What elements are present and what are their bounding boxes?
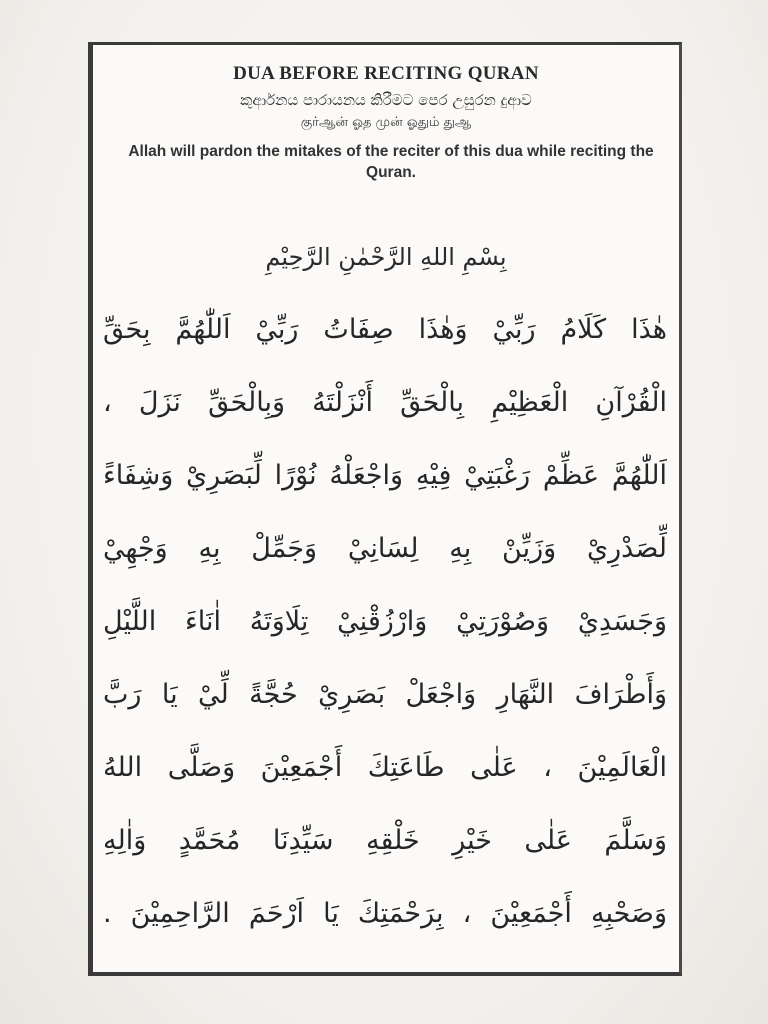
dua-line-7: الْعَالَمِيْنَ ، عَلٰى طَاعَتِكَ أَجْمَعِيْنَ وَصَلَّى اللهُ [103,752,667,783]
basmala: بِسْمِ اللهِ الرَّحْمٰنِ الرَّحِيْمِ [265,243,507,271]
page-title: DUA BEFORE RECITING QURAN [233,63,539,84]
dua-line-4: لِّصَدْرِيْ وَزَيِّنْ بِهِ لِسَانِيْ وَجَمِّلْ بِهِ وَجْهِيْ [103,533,667,564]
dua-text [103,293,667,950]
dua-line-8: وَسَلَّمَ عَلٰى خَيْرِ خَلْقِهِ سَيِّدِنَا مُحَمَّدٍ وَاٰلِهِ [103,825,667,856]
dua-card [88,42,682,976]
dua-line-1: هٰذَا كَلَامُ رَبِّيْ وَهٰذَا صِفَاتُ رَبِّيْ اَللّٰهُمَّ بِحَقِّ [103,314,667,345]
dua-line-9: وَصَحْبِهِ أَجْمَعِيْنَ ، بِرَحْمَتِكَ يَا اَرْحَمَ الرَّاحِمِيْنَ . [103,898,667,929]
tamil-subtitle: குர்ஆன் ஓத முன் ஓதும் துஆ [300,115,472,130]
pardon-note: Allah will pardon the mitakes of the reciter of this dua while reciting the Quran. [128,143,654,181]
dua-line-5: وَجَسَدِيْ وَصُوْرَتِيْ وَارْزُقْنِيْ تِلَاوَتَهُ اٰنَاءَ اللَّيْلِ [103,606,667,637]
dua-line-6: وَأَطْرَافَ النَّهَارِ وَاجْعَلْ بَصَرِيْ حُجَّةً لِّيْ يَا رَبَّ [103,679,667,710]
sinhala-subtitle: කුර්ආනය පාරායනය කිරීමට පෙර උසුරන දුආව [240,91,532,109]
dua-line-3: اَللّٰهُمَّ عَظِّمْ رَغْبَتِيْ فِيْهِ وَاجْعَلْهُ نُوْرًا لِّبَصَرِيْ وَشِفَاءً [103,460,667,491]
dua-line-2: الْقُرْآنِ الْعَظِيْمِ بِالْحَقِّ أَنْزَلْتَهُ وَبِالْحَقِّ نَزَلَ ، [103,387,667,418]
